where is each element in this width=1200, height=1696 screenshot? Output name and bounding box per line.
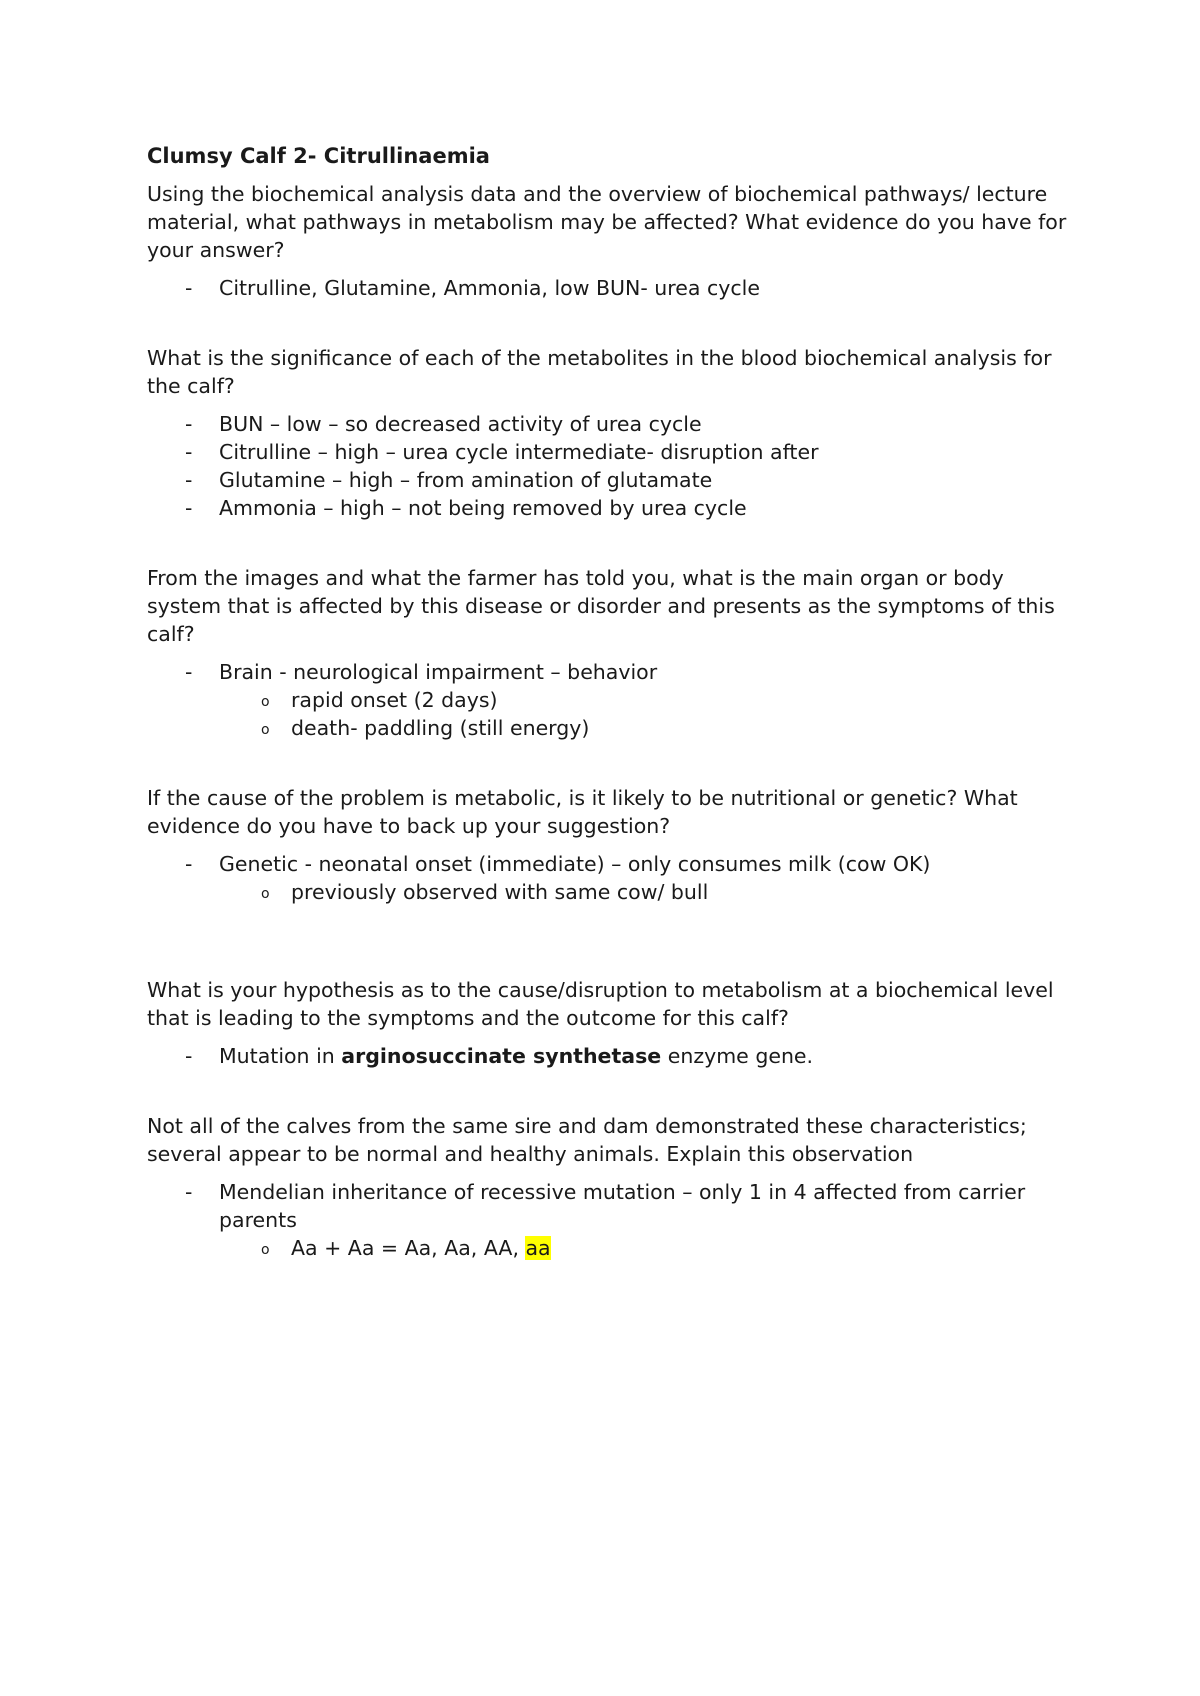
spacer [147,302,1067,344]
sub-text: Aa + Aa = Aa, Aa, AA, [291,1236,526,1260]
sub-text: rapid onset (2 days) [291,688,498,712]
answer-list-5 [147,1042,1067,1070]
highlighted-genotype: aa [525,1236,551,1260]
sub-list [219,1234,1067,1262]
answer-text: Citrulline, Glutamine, Ammonia, low BUN- urea cycle [219,276,760,300]
document-page [147,142,1067,1262]
sub-item [219,686,1067,714]
dash-bullet: - [185,440,193,464]
answer-text: Brain - neurological impairment – behavior [219,660,658,684]
answer-item [147,1178,1067,1262]
sub-item [219,878,1067,906]
spacer [147,742,1067,784]
sub-list [219,686,1067,742]
enzyme-name: arginosuccinate synthetase [341,1044,662,1068]
dash-bullet: - [185,412,193,436]
answer-item [147,850,1067,906]
question-5: What is your hypothesis as to the cause/disruption to metabolism at a biochemical level that is leading to the symptoms and the outcome for this calf? [147,978,1054,1030]
answer-text: BUN – low – so decreased activity of urea cycle [219,412,702,436]
answer-item [147,658,1067,742]
answer-text: Citrulline – high – urea cycle intermediate- disruption after [219,440,819,464]
answer-text: Glutamine – high – from amination of glutamate [219,468,713,492]
answer-item [147,410,1067,438]
sub-list [219,878,1067,906]
answer-list-6 [147,1178,1067,1262]
dash-bullet: - [185,468,193,492]
answer-list-3 [147,658,1067,742]
answer-text-prefix: Mutation in [219,1044,342,1068]
answer-list-4 [147,850,1067,906]
answer-list-2 [147,410,1067,522]
circle-bullet-icon: o [261,1242,270,1258]
spacer [147,522,1067,564]
answer-item [147,466,1067,494]
answer-list-1 [147,274,1067,302]
circle-bullet-icon: o [261,722,270,738]
answer-item [147,274,1067,302]
question-3: From the images and what the farmer has told you, what is the main organ or body system that is affected by this disease or disorder and presents as the symptoms of this calf? [147,566,1055,646]
answer-item [147,494,1067,522]
dash-bullet: - [185,496,193,520]
circle-bullet-icon: o [261,694,270,710]
answer-text: Mendelian inheritance of recessive mutation – only 1 in 4 affected from carrier parents [219,1180,1026,1232]
question-6: Not all of the calves from the same sire and dam demonstrated these characteristics; several appear to be normal and healthy animals. Explain this observation [147,1114,1027,1166]
sub-text: death- paddling (still energy) [291,716,590,740]
question-2: What is the significance of each of the metabolites in the blood biochemical analysis for the calf? [147,346,1052,398]
answer-item [147,1042,1067,1070]
document-title: Clumsy Calf 2- Citrullinaemia [147,144,490,168]
spacer [147,906,1067,976]
dash-bullet: - [185,1180,193,1204]
dash-bullet: - [185,1044,193,1068]
question-4: If the cause of the problem is metabolic, is it likely to be nutritional or genetic? What evidence do you have to back up your suggestion? [147,786,1018,838]
sub-item [219,714,1067,742]
dash-bullet: - [185,852,193,876]
answer-item [147,438,1067,466]
answer-text-suffix: enzyme gene. [661,1044,814,1068]
dash-bullet: - [185,660,193,684]
answer-text: Genetic - neonatal onset (immediate) – only consumes milk (cow OK) [219,852,931,876]
question-1: Using the biochemical analysis data and the overview of biochemical pathways/ lecture material, what pathways in metabolism may be affected? What evidence do you have for your answer? [147,182,1067,262]
answer-text: Ammonia – high – not being removed by urea cycle [219,496,747,520]
circle-bullet-icon: o [261,886,270,902]
sub-item [219,1234,1067,1262]
spacer [147,1070,1067,1112]
dash-bullet: - [185,276,193,300]
sub-text: previously observed with same cow/ bull [291,880,709,904]
